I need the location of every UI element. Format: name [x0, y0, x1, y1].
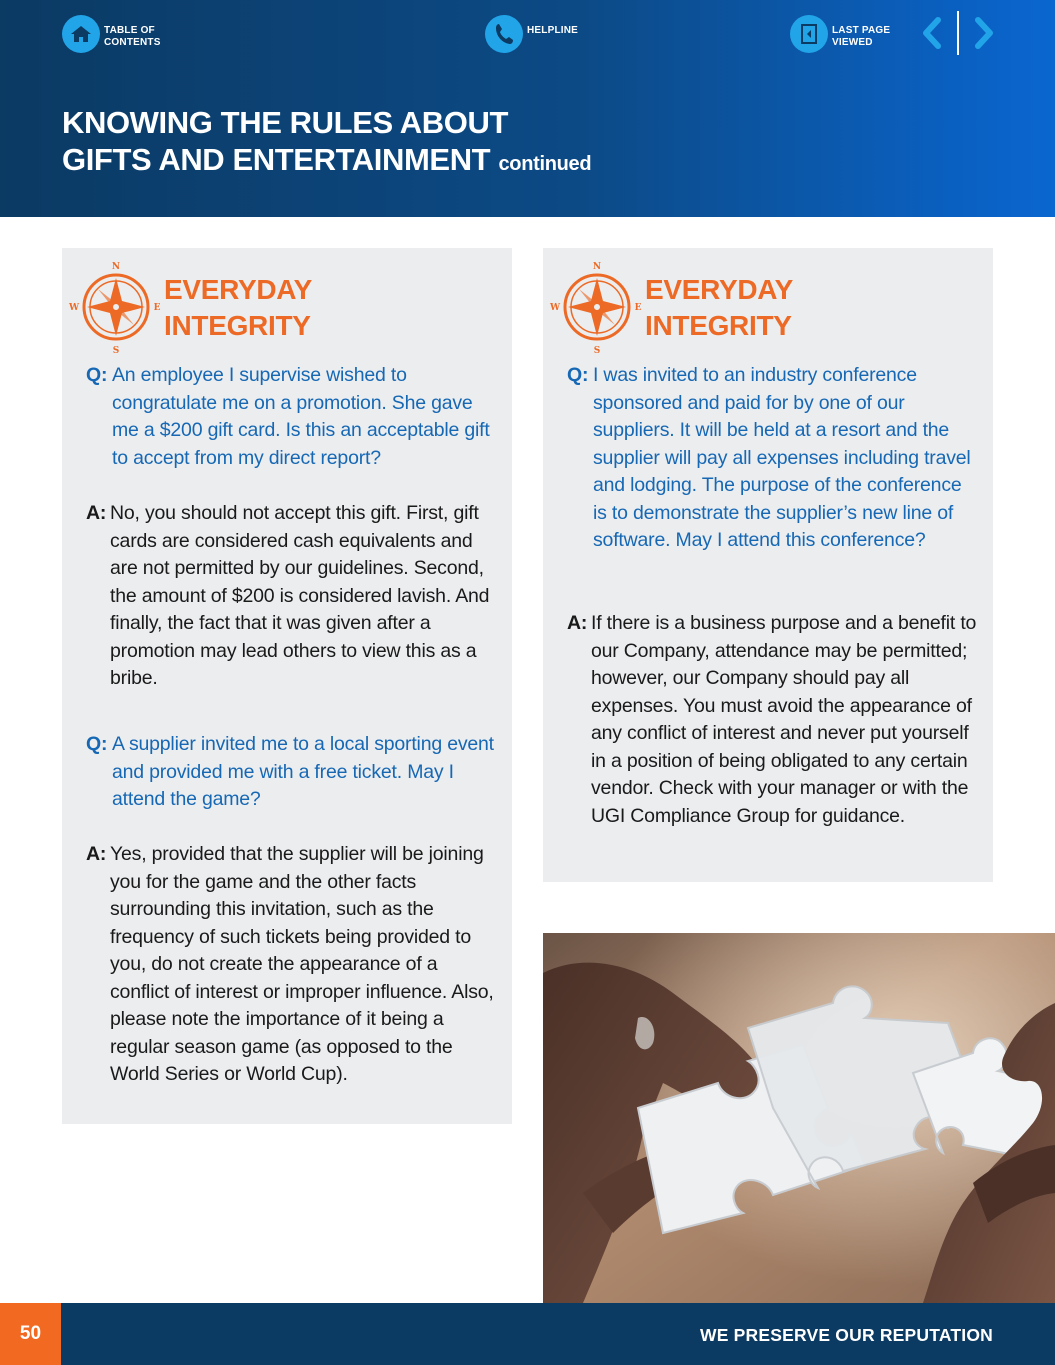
question-tag: Q: — [86, 364, 108, 386]
badge-title — [164, 272, 312, 344]
helpline-link[interactable] — [485, 15, 607, 53]
compass-s: S — [593, 346, 601, 356]
question-text: I was invited to an industry conference sponsored and paid for by one of our suppliers. It will be held at a resort and the supplier will pay all expenses including travel and lodging. The purpose of the conference is to demonstrate the supplier’s new line of software. May I attend this conference? — [593, 364, 971, 551]
compass-n: N — [592, 262, 602, 272]
header-band — [0, 0, 1055, 217]
answer-tag: A: — [86, 502, 107, 524]
question-text: A supplier invited me to a local sporting event and provided me with a free ticket. May I attend the game? — [112, 733, 494, 810]
answer — [86, 500, 496, 693]
page-title — [62, 104, 591, 183]
last-page-icon — [790, 15, 828, 53]
puzzle-pieces-photo — [543, 933, 1055, 1303]
page-title-suffix: continued — [498, 153, 592, 175]
answer-text: If there is a business purpose and a benefit to our Company, attendance may be permitted; however, our Company should pay all expenses. You must avoid the appearance of any conflict of interest and never put yourself in a position of being obligated to any certain vendor. Check with your manager or with the UGI Compliance Group for guidance. — [591, 612, 977, 827]
answer-tag: A: — [567, 612, 588, 634]
compass-n: N — [111, 262, 121, 272]
qa-panel-right — [543, 248, 993, 882]
compass-e: E — [153, 303, 161, 313]
page-title-line1: KNOWING THE RULES ABOUT — [62, 105, 509, 140]
compass-w: W — [549, 303, 561, 313]
nav-divider — [957, 11, 959, 55]
compass-icon — [68, 260, 168, 356]
phone-icon — [485, 15, 523, 53]
badge-title-line2: INTEGRITY — [164, 310, 311, 341]
chevron-left-icon[interactable] — [920, 16, 946, 50]
qa-panel-left — [62, 248, 512, 1124]
compass-w: W — [68, 303, 80, 313]
table-of-contents-link[interactable] — [62, 15, 184, 53]
answer-text: Yes, provided that the supplier will be joining you for the game and the other facts surrounding this invitation, such as the frequency of such tickets being provided to you, do not create the appearance of a conflict of interest or improper influence. Also, please note the importance of it being a regular season game (as opposed to the World Series or World Cup). — [110, 843, 494, 1085]
question — [567, 362, 977, 555]
answer-tag: A: — [86, 843, 107, 865]
footer-band — [0, 1303, 1055, 1365]
home-icon — [62, 15, 100, 53]
chevron-right-icon[interactable] — [970, 16, 996, 50]
question-tag: Q: — [86, 733, 108, 755]
compass-e: E — [634, 303, 642, 313]
question-text: An employee I supervise wished to congratulate me on a promotion. She gave me a $200 gift card. Is this an acceptable gift to accept from my direct report? — [112, 364, 490, 469]
badge-title — [645, 272, 793, 344]
answer — [567, 610, 977, 830]
badge-title-line1: EVERYDAY — [645, 274, 794, 305]
question — [86, 731, 496, 814]
last-page-viewed-label: LAST PAGE VIEWED — [832, 25, 891, 48]
page-title-line2: GIFTS AND ENTERTAINMENT — [62, 142, 491, 177]
badge-title-line2: INTEGRITY — [645, 310, 792, 341]
table-of-contents-label: TABLE OF CONTENTS — [104, 25, 161, 48]
question — [86, 362, 496, 472]
footer-section-title: WE PRESERVE OUR REPUTATION — [699, 1325, 993, 1345]
answer — [86, 841, 496, 1089]
answer-text: No, you should not accept this gift. First, gift cards are considered cash equivalents and are not permitted by our guidelines. Second, the amount of $200 is considered lavish. And finally, the fact that it was given after a promotion may lead others to view this as a bribe. — [110, 502, 490, 689]
last-page-viewed-link[interactable] — [790, 15, 912, 53]
question-tag: Q: — [567, 364, 589, 386]
badge-title-line1: EVERYDAY — [164, 274, 313, 305]
helpline-label: HELPLINE — [527, 25, 579, 36]
compass-s: S — [112, 346, 120, 356]
page-number: 50 — [0, 1303, 61, 1365]
compass-icon — [549, 260, 649, 356]
